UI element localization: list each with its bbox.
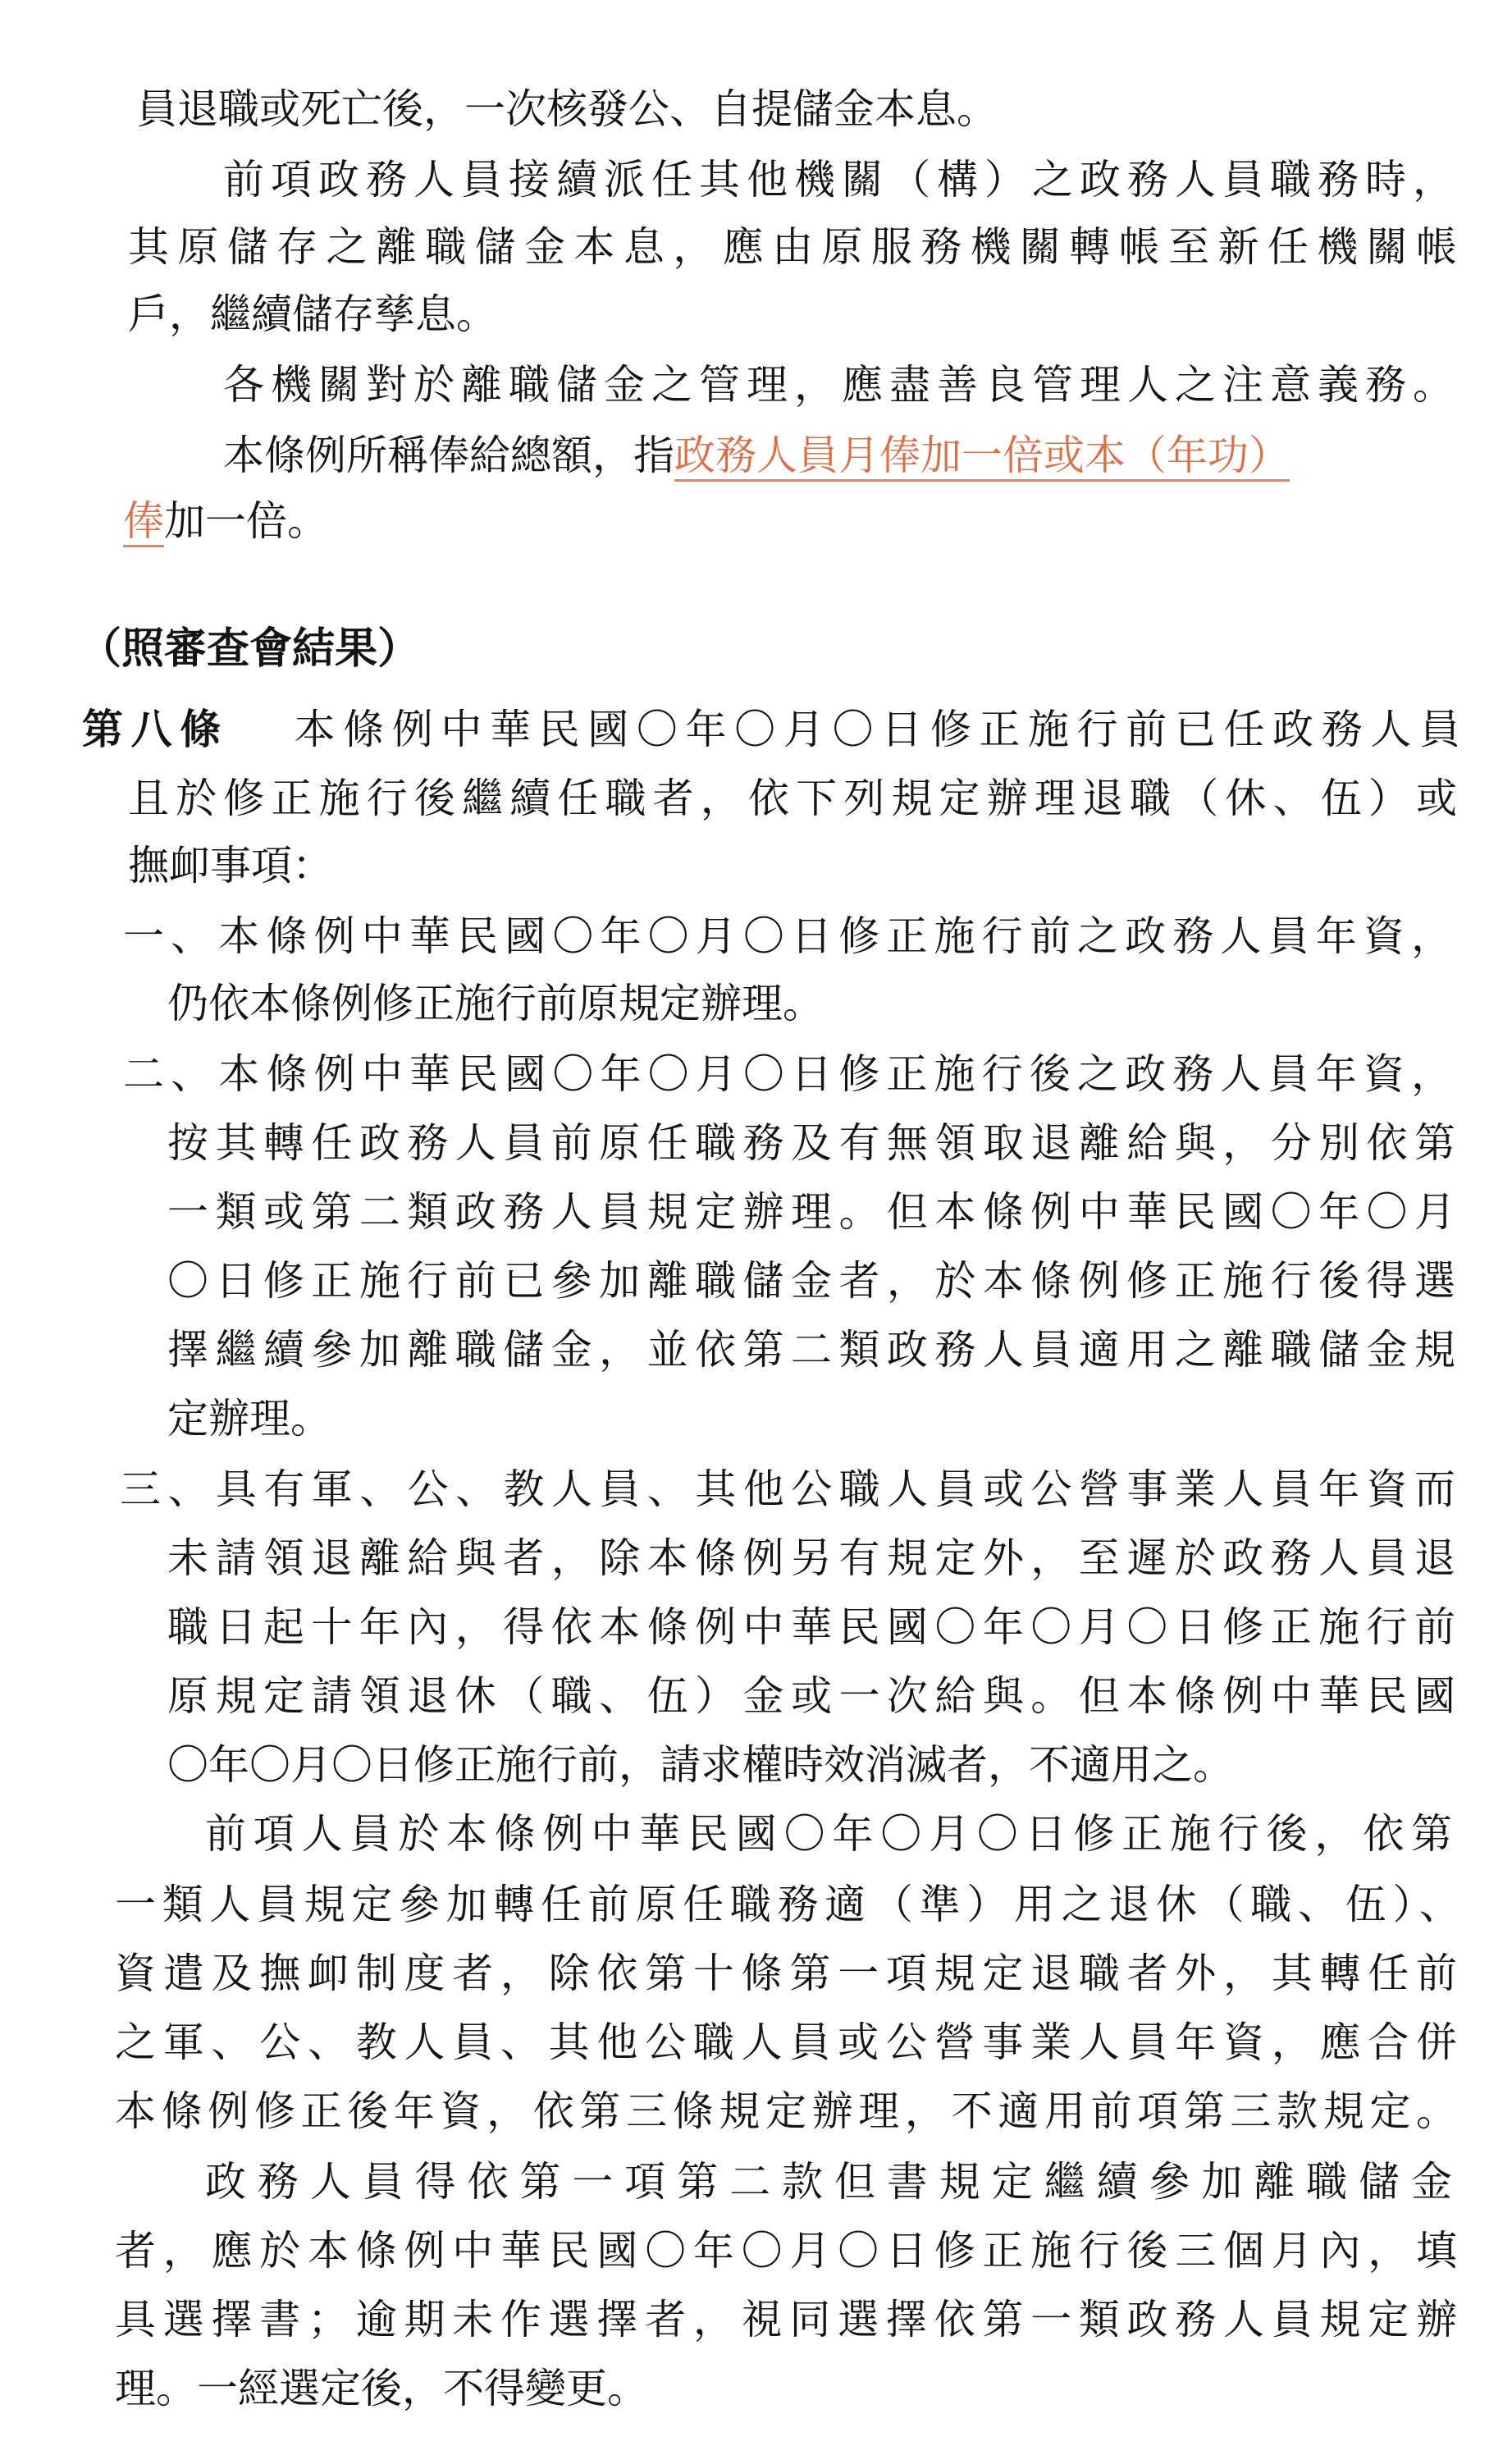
text-line: 撫卹事項：	[128, 842, 333, 889]
text-line: 本條例修正後年資，依第三條規定辦理，不適用前項第三款規定。	[115, 2087, 1457, 2135]
text-line: 戶，繼續儲存孳息。	[128, 290, 497, 338]
section-heading: （照審查會結果）	[79, 624, 421, 674]
list-item-line: 未請領退離給與者，除本條例另有規定外，至遲於政務人員退	[167, 1534, 1455, 1582]
text-line: 理。一經選定後，不得變更。	[115, 2365, 648, 2412]
list-item-line: 按其轉任政務人員前原任職務及有無領取退離給與，分別依第	[167, 1119, 1455, 1167]
text-line: 一類人員規定參加轉任前原任職務適（準）用之退休（職、伍）、	[115, 1881, 1460, 1928]
text-line: 其原儲存之離職儲金本息，應由原服務機關轉帳至新任機關帳	[128, 223, 1457, 271]
article-first-line	[82, 704, 1460, 755]
text-segment: 加一倍。	[164, 497, 328, 545]
list-item-line: 一、本條例中華民國〇年〇月〇日修正施行前之政務人員年資，	[123, 912, 1452, 960]
text-line: 者，應於本條例中華民國〇年〇月〇日修正施行後三個月內，填	[115, 2227, 1457, 2275]
list-item-line: 擇繼續參加離職儲金，並依第二類政務人員適用之離職儲金規	[167, 1326, 1455, 1374]
list-item-line: 定辦理。	[167, 1395, 331, 1442]
list-item-line: 二、本條例中華民國〇年〇月〇日修正施行後之政務人員年資，	[123, 1050, 1452, 1098]
text-line: 各機關對於離職儲金之管理，應盡善良管理人之注意義務。	[223, 361, 1454, 409]
text-line	[123, 496, 1436, 546]
highlighted-amendment-text: 俸	[123, 497, 164, 547]
text-line: 且於修正施行後繼續任職者，依下列規定辦理退職（休、伍）或	[128, 775, 1457, 822]
text-segment: 本條例所稱俸給總額，指	[223, 432, 674, 479]
text-line: 前項人員於本條例中華民國〇年〇月〇日修正施行後，依第	[205, 1810, 1452, 1858]
list-item-line: 一類或第二類政務人員規定辦理。但本條例中華民國〇年〇月	[167, 1188, 1455, 1236]
text-line	[223, 430, 1470, 481]
text-line: 前項政務人員接續派任其他機關（構）之政務人員職務時，	[223, 156, 1454, 203]
text-line: 之軍、公、教人員、其他公職人員或公營事業人員年資，應合併	[115, 2019, 1457, 2066]
list-item-line: 三、具有軍、公、教人員、其他公職人員或公營事業人員年資而	[120, 1465, 1455, 1513]
text-segment: 本條例中華民國〇年〇月〇日修正施行前已任政務人員	[285, 706, 1461, 753]
text-line: 資遣及撫卹制度者，除依第十條第一項規定退職者外，其轉任前	[115, 1950, 1457, 1997]
list-item-line: 原規定請領退休（職、伍）金或一次給與。但本條例中華民國	[167, 1672, 1455, 1720]
list-item-line: 仍依本條例修正施行前原規定辦理。	[167, 980, 824, 1027]
list-item-line: 〇日修正施行前已參加離職儲金者，於本條例修正施行後得選	[167, 1257, 1455, 1305]
text-line: 具選擇書；逾期未作選擇者，視同選擇依第一類政務人員規定辦	[115, 2296, 1457, 2343]
article-label: 第八條	[82, 705, 229, 753]
text-line: 政務人員得依第一項第二款但書規定繼續參加離職儲金	[205, 2158, 1452, 2206]
list-item-line: 職日起十年內，得依本條例中華民國〇年〇月〇日修正施行前	[167, 1603, 1455, 1651]
highlighted-amendment-text: 政務人員月俸加一倍或本（年功）	[674, 432, 1290, 482]
list-item-line: 〇年〇月〇日修正施行前，請求權時效消滅者，不適用之。	[167, 1741, 1234, 1789]
text-line: 員退職或死亡後，一次核發公、自提儲金本息。	[136, 85, 998, 133]
